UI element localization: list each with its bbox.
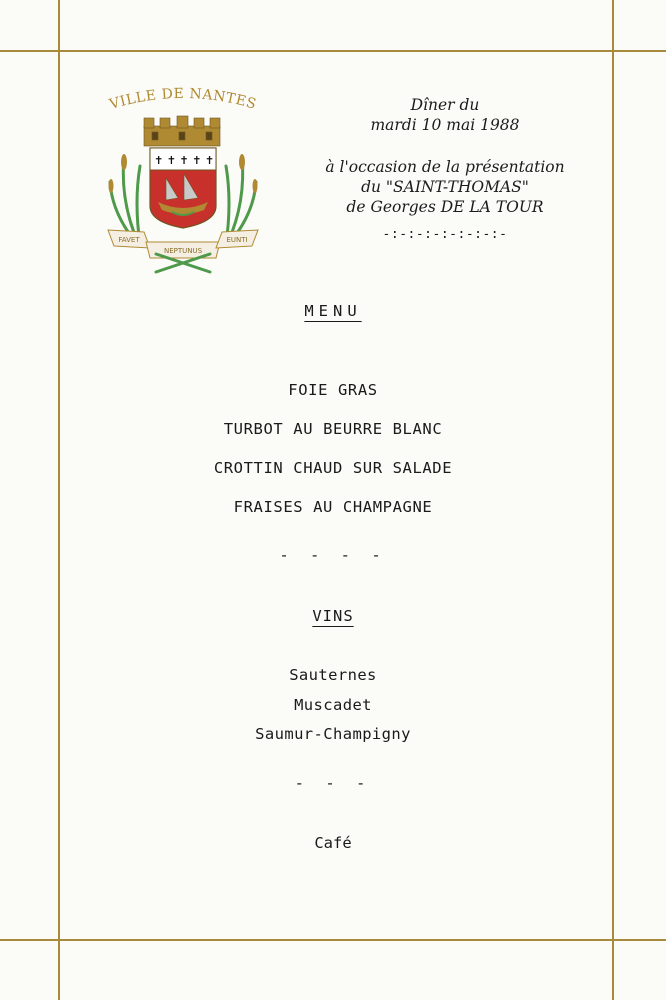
crest-ribbon-center-text: NEPTUNUS <box>163 247 203 255</box>
wine-item: Sauternes <box>289 666 377 684</box>
header-date-line: mardi 10 mai 1988 <box>370 116 520 134</box>
wine-item: Muscadet <box>294 695 372 714</box>
header-occasion-line: à l'occasion de la présentation <box>325 158 565 176</box>
crest-ribbon-right-text: EUNTI <box>226 236 248 244</box>
header-painting-line: du "SAINT-THOMAS" <box>361 178 529 196</box>
crest-banner-text: VILLE DE NANTES <box>107 85 259 113</box>
frame-line-top <box>0 50 666 52</box>
menu-dish: FOIE GRAS <box>288 381 378 399</box>
wines-title: VINS <box>312 607 354 625</box>
coffee-item: Café <box>314 834 352 852</box>
header-separator: -:-:-:-:-:-:-:- <box>382 227 508 242</box>
coat-of-arms-emblem <box>94 82 272 282</box>
crest-ribbon-left-text: FAVET <box>118 236 140 244</box>
menu-separator: - - - - <box>279 546 387 564</box>
svg-text:VILLE DE NANTES <box>107 86 258 113</box>
svg-text:✝ ✝ ✝ ✝ ✝: ✝ ✝ ✝ ✝ ✝ <box>154 154 215 167</box>
wines-separator: - - - <box>294 774 372 792</box>
menu-title: MENU <box>304 302 362 320</box>
header-artist-line: de Georges DE LA TOUR <box>346 198 544 216</box>
header-dinner-line: Dîner du <box>410 96 480 114</box>
wine-item: Saumur-Champigny <box>255 725 411 743</box>
nantes-coat-of-arms <box>94 82 272 282</box>
wine-list <box>0 661 666 750</box>
menu-dish: FRAISES AU CHAMPAGNE <box>233 498 433 516</box>
menu-dish: TURBOT AU BEURRE BLANC <box>223 420 443 438</box>
menu-dishes <box>0 371 666 527</box>
menu-dish: CROTTIN CHAUD SUR SALADE <box>213 459 453 477</box>
frame-line-bottom <box>0 939 666 941</box>
dinner-header <box>280 95 610 245</box>
